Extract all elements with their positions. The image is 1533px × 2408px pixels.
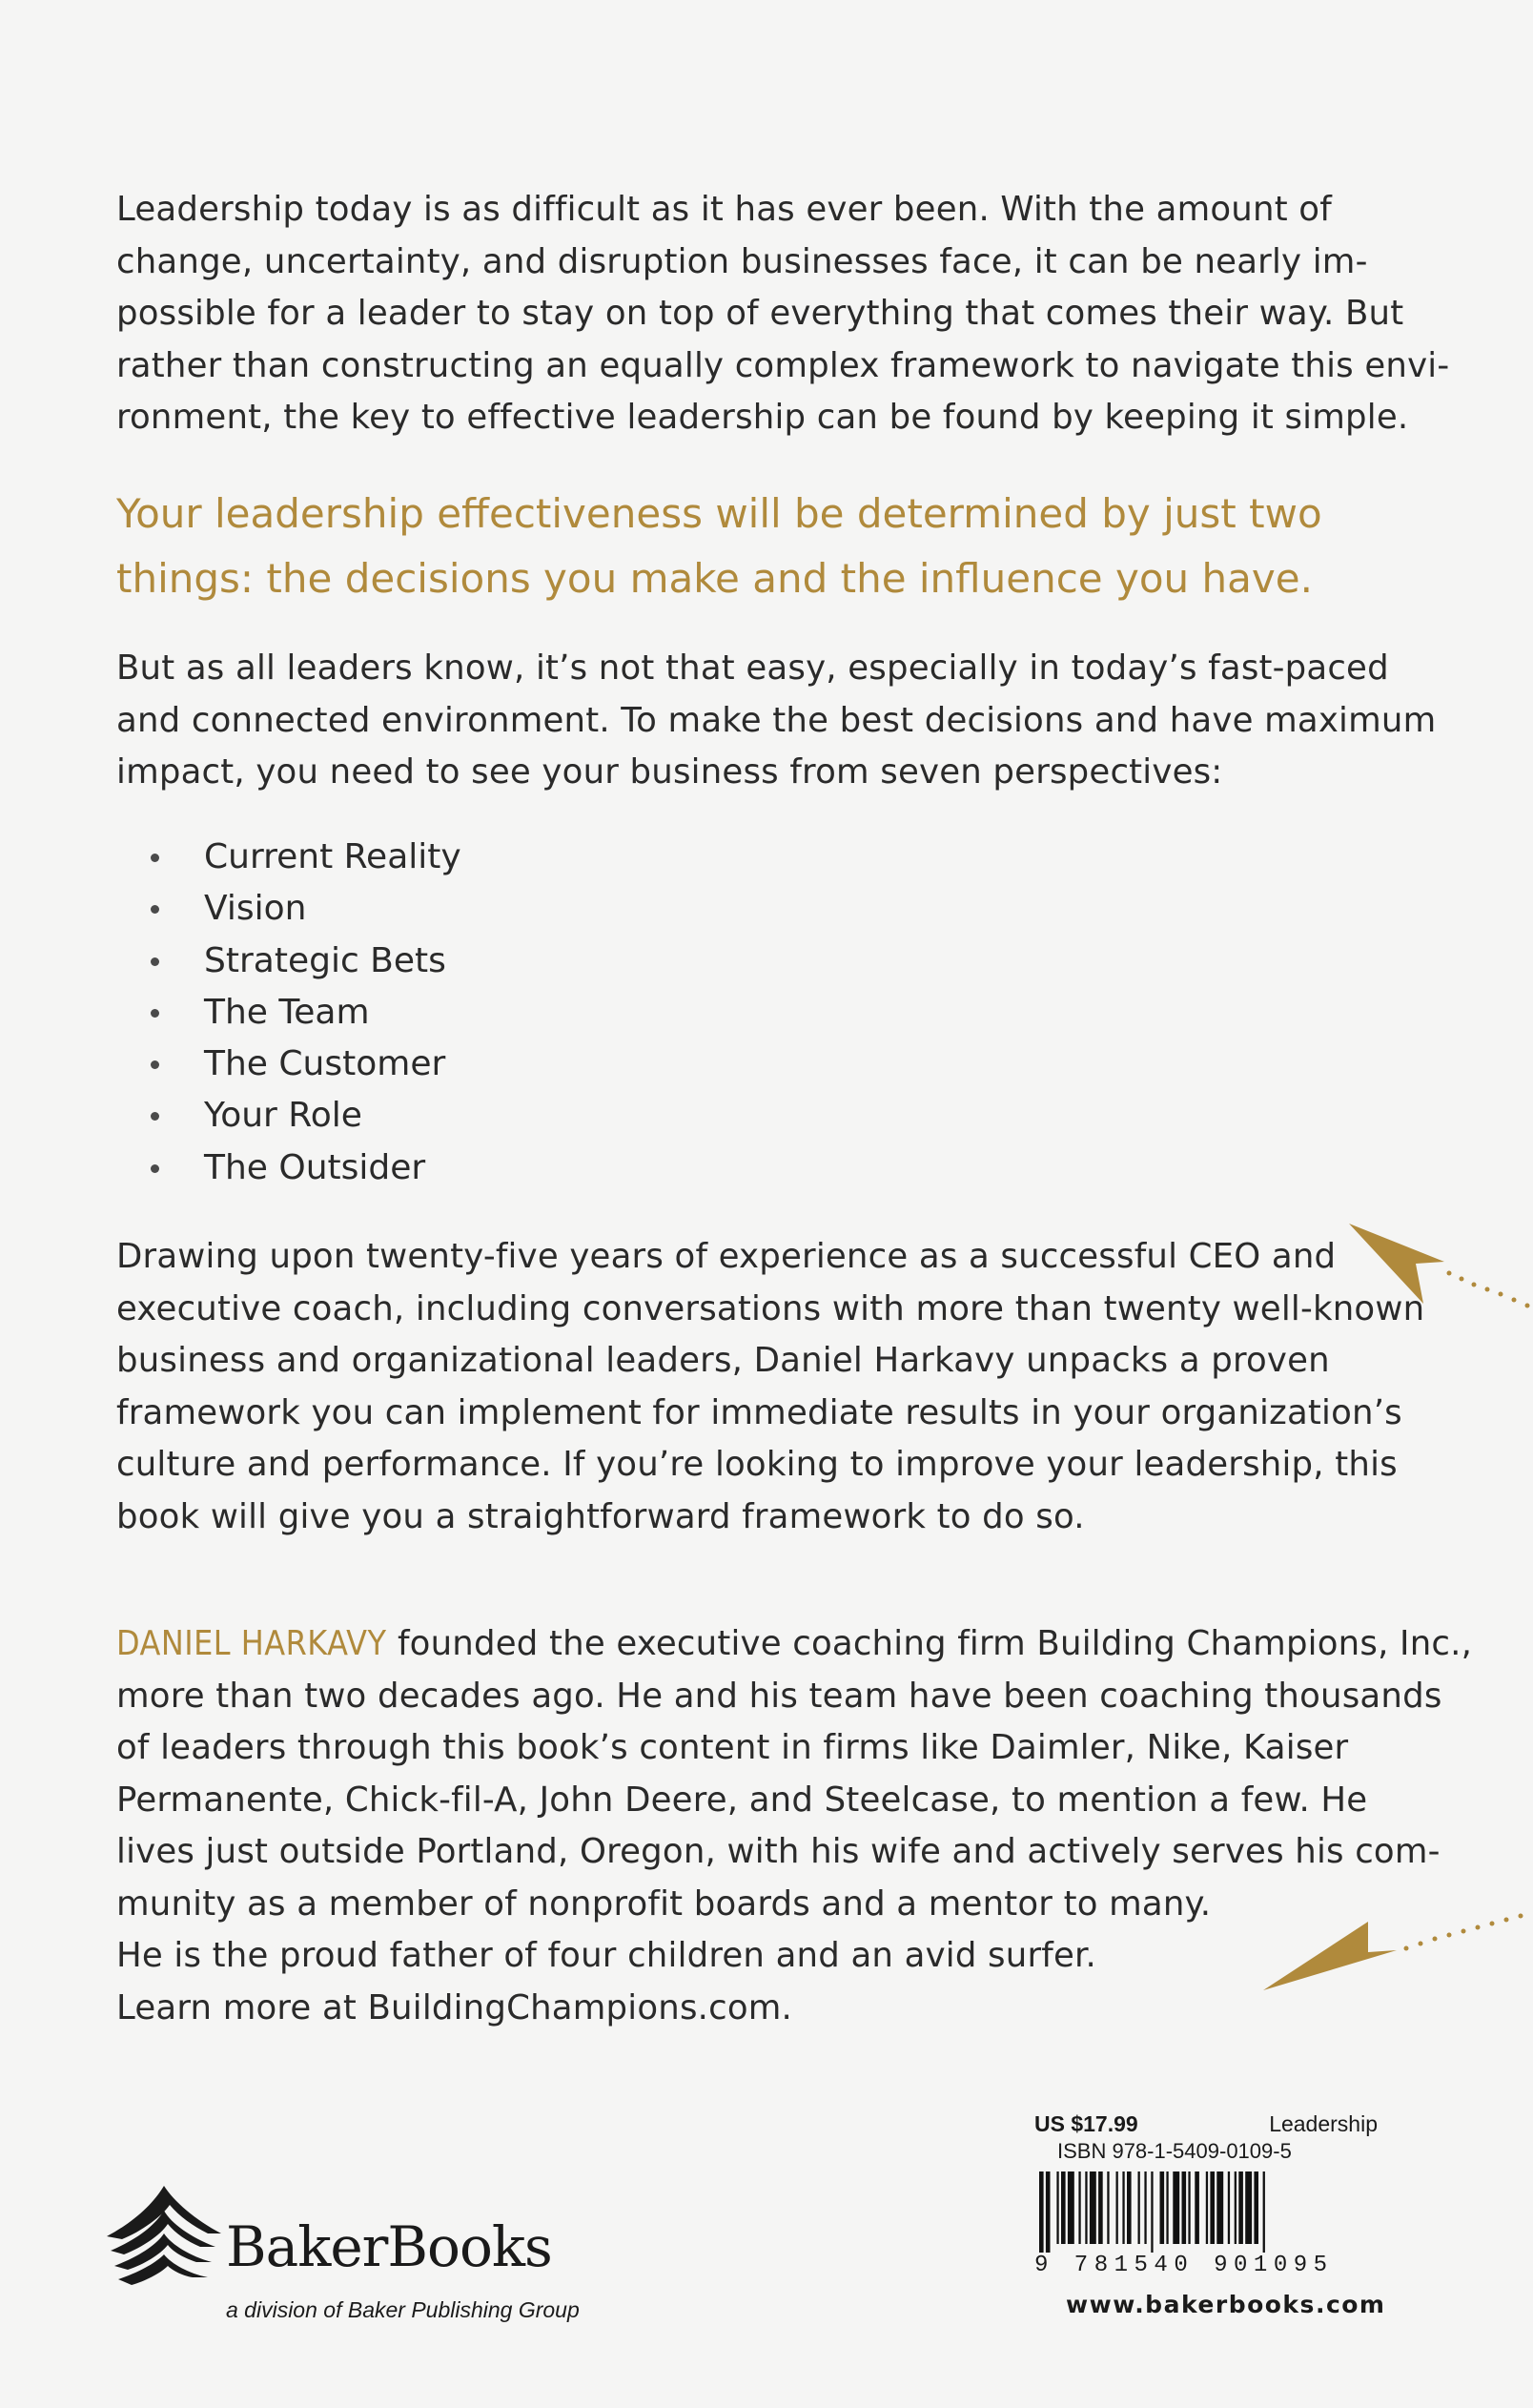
baker-books-logo-icon: [105, 2184, 224, 2294]
text-line: and connected environment. To make the best decisions and have maximum: [116, 700, 1437, 740]
list-item: Current Reality: [143, 832, 461, 883]
price-row: [1034, 2110, 1378, 2138]
text-line: change, uncertainty, and disruption businesses face, it can be nearly im-: [116, 241, 1368, 281]
arrow-left-icon: [1349, 1216, 1533, 1321]
text-line: But as all leaders know, it’s not that easy, especially in today’s fast-paced: [116, 648, 1389, 688]
text-line: Permanente, Chick-fil-A, John Deere, and Steelcase, to mention a few. He: [116, 1780, 1368, 1820]
text-line: He is the proud father of four children and an avid surfer.: [116, 1936, 1097, 1975]
bullet-icon: [151, 905, 159, 914]
text-line: framework you can implement for immediate results in your organization’s: [116, 1392, 1402, 1432]
list-item: The Outsider: [143, 1142, 461, 1194]
headline-pullquote: [116, 482, 1451, 611]
text-line: Drawing upon twenty-five years of experience as a successful CEO and: [116, 1237, 1337, 1276]
price: US $17.99: [1034, 2111, 1138, 2136]
summary-paragraph: [116, 1231, 1425, 1543]
list-item: The Customer: [143, 1039, 461, 1090]
isbn: ISBN 978-1-5409-0109-5: [1057, 2139, 1292, 2163]
text-line: business and organizational leaders, Daniel Harkavy unpacks a proven: [116, 1341, 1330, 1380]
text-line: munity as a member of nonprofit boards and a mentor to many.: [116, 1883, 1212, 1924]
bullet-icon: [151, 957, 159, 966]
intro-paragraph: [116, 184, 1450, 444]
text-line: culture and performance. If you’re looking to improve your leadership, this: [116, 1445, 1398, 1484]
barcode-icon: [1039, 2171, 1378, 2253]
website: www.bakerbooks.com: [1066, 2291, 1386, 2318]
text-line: rather than constructing an equally complex framework to navigate this envi-: [116, 345, 1450, 385]
author-name: DANIEL HARKAVY: [116, 1624, 387, 1663]
list-item: Strategic Bets: [143, 936, 461, 987]
bullet-icon: [151, 854, 159, 862]
bullet-icon: [151, 1164, 159, 1173]
text-line: executive coach, including conversations with more than twenty well-known: [116, 1288, 1425, 1328]
bullet-icon: [151, 1112, 159, 1121]
category: Leadership: [1269, 2111, 1378, 2136]
text-line: possible for a leader to stay on top of everything that comes their way. But: [116, 294, 1404, 333]
text-line: lives just outside Portland, Oregon, with his wife and actively serves his com-: [116, 1832, 1441, 1871]
publisher-division: a division of Baker Publishing Group: [226, 2297, 580, 2322]
text-line: book will give you a straightforward framework to do so.: [116, 1496, 1085, 1536]
headline-line: Your leadership effectiveness will be determined by just two: [116, 490, 1322, 537]
bullet-icon: [151, 1009, 159, 1018]
text-line: of leaders through this book’s content in firms like Daimler, Nike, Kaiser: [116, 1728, 1349, 1767]
arrow-left-icon: [1263, 1883, 1533, 1993]
text-line: ronment, the key to effective leadership can be found by keeping it simple.: [116, 398, 1409, 437]
author-bio: [116, 1618, 1473, 2034]
text-line: impact, you need to see your business from seven perspectives:: [116, 752, 1223, 792]
bullet-icon: [151, 1060, 159, 1069]
headline-line: things: the decisions you make and the influence you have.: [116, 555, 1313, 602]
list-item: The Team: [143, 987, 461, 1039]
publisher-name: BakerBooks: [226, 2214, 552, 2279]
text-line: Leadership today is as difficult as it has ever been. With the amount of: [116, 190, 1332, 229]
text-line: Learn more at BuildingChampions.com.: [116, 1987, 793, 2027]
perspectives-list: [143, 832, 461, 1194]
list-item: Vision: [143, 883, 461, 935]
perspectives-intro-paragraph: [116, 643, 1437, 799]
list-item: Your Role: [143, 1090, 461, 1142]
text-line: more than two decades ago. He and his team have been coaching thousands: [116, 1676, 1442, 1716]
barcode-digits: 9 781540 901095: [1034, 2253, 1334, 2278]
price-block: [1034, 2110, 1378, 2165]
text-line: DANIEL HARKAVY founded the executive coaching firm Building Champions, Inc.,: [116, 1624, 1473, 1663]
